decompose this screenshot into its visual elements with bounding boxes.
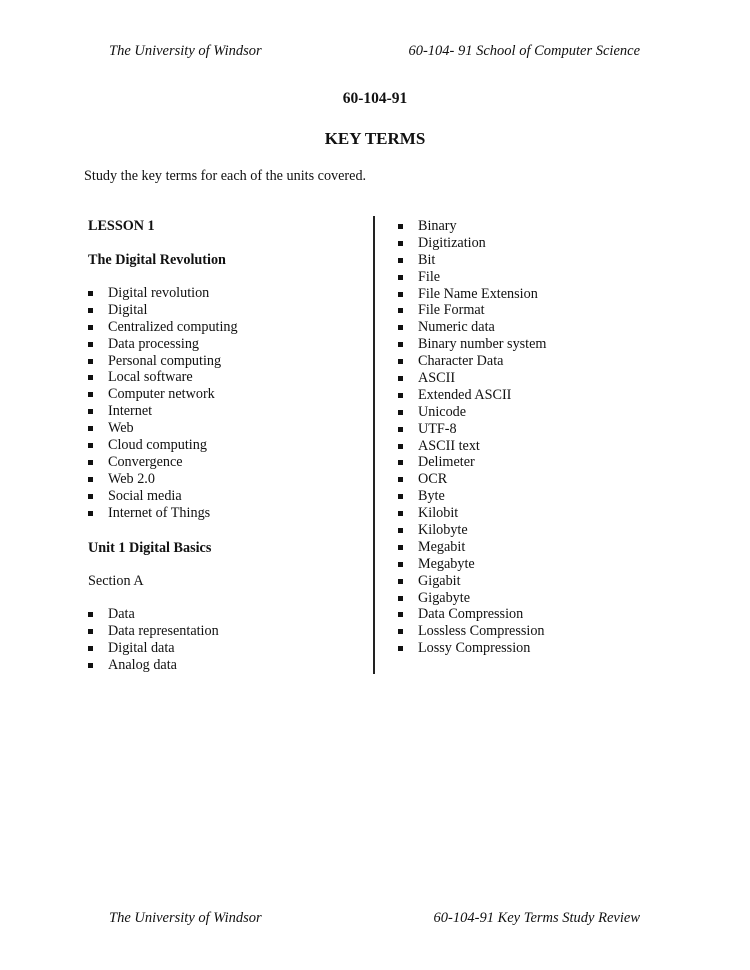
key-term-item: File — [397, 269, 546, 286]
key-term-item: Digitization — [397, 235, 546, 252]
key-term-item: Numeric data — [397, 319, 546, 336]
key-term-item: Gigabit — [397, 573, 546, 590]
intro-text: Study the key terms for each of the units covered. — [84, 168, 367, 184]
key-term-item: Byte — [397, 488, 546, 505]
section-label: Section A — [88, 573, 144, 589]
key-term-item: Internet of Things — [87, 505, 238, 522]
footer-right: 60-104-91 Key Terms Study Review — [433, 910, 640, 926]
key-term-item: Delimeter — [397, 454, 546, 471]
lesson-label: LESSON 1 — [88, 218, 155, 234]
key-term-item: Extended ASCII — [397, 387, 546, 404]
key-term-item: ASCII — [397, 370, 546, 387]
key-term-item: Data — [87, 606, 219, 623]
key-term-item: Kilobyte — [397, 522, 546, 539]
key-term-item: Internet — [87, 403, 238, 420]
key-term-item: Local software — [87, 369, 238, 386]
key-term-item: Cloud computing — [87, 437, 238, 454]
key-term-item: Centralized computing — [87, 319, 238, 336]
key-term-item: Digital revolution — [87, 285, 238, 302]
lesson-term-list — [87, 285, 238, 521]
header-left: The University of Windsor — [109, 43, 262, 59]
key-term-item: Web 2.0 — [87, 471, 238, 488]
key-term-item: Social media — [87, 488, 238, 505]
key-term-item: OCR — [397, 471, 546, 488]
key-term-item: Lossy Compression — [397, 640, 546, 657]
key-term-item: Bit — [397, 252, 546, 269]
key-term-item: Personal computing — [87, 353, 238, 370]
key-term-item: Data representation — [87, 623, 219, 640]
column-divider — [373, 216, 375, 674]
key-term-item: Binary — [397, 218, 546, 235]
header-right: 60-104- 91 School of Computer Science — [408, 43, 640, 59]
key-term-item: File Format — [397, 302, 546, 319]
page-title: KEY TERMS — [324, 129, 426, 148]
key-term-item: Lossless Compression — [397, 623, 546, 640]
key-term-item: Megabyte — [397, 556, 546, 573]
key-term-item: Analog data — [87, 657, 219, 674]
key-term-item: Unicode — [397, 404, 546, 421]
lesson-heading: The Digital Revolution — [88, 252, 226, 268]
key-term-item: ASCII text — [397, 438, 546, 455]
unit-term-list — [397, 218, 546, 657]
key-term-item: Web — [87, 420, 238, 437]
key-term-item: Digital — [87, 302, 238, 319]
key-term-item: Binary number system — [397, 336, 546, 353]
key-term-item: Data Compression — [397, 606, 546, 623]
key-term-item: Kilobit — [397, 505, 546, 522]
key-term-item: Data processing — [87, 336, 238, 353]
key-term-item: Gigabyte — [397, 590, 546, 607]
key-term-item: Convergence — [87, 454, 238, 471]
key-term-item: UTF-8 — [397, 421, 546, 438]
key-term-item: Megabit — [397, 539, 546, 556]
key-term-item: Character Data — [397, 353, 546, 370]
course-code-title: 60-104-91 — [342, 90, 408, 107]
section-term-list — [87, 606, 219, 674]
unit-heading: Unit 1 Digital Basics — [88, 540, 212, 556]
key-term-item: Computer network — [87, 386, 238, 403]
footer-left: The University of Windsor — [109, 910, 262, 926]
key-term-item: File Name Extension — [397, 286, 546, 303]
key-term-item: Digital data — [87, 640, 219, 657]
